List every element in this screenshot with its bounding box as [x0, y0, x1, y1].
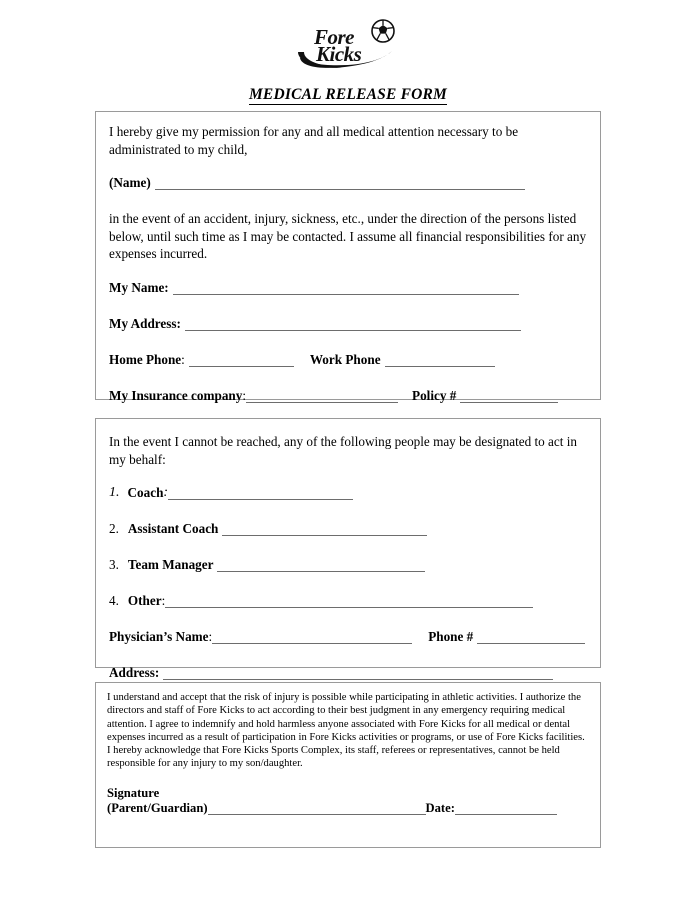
insurance-colon: :: [242, 387, 247, 403]
soccer-ball-icon: [372, 20, 394, 42]
work-phone-label: Work Phone: [309, 351, 381, 367]
signature-field-row: [107, 801, 589, 816]
consent-section: [95, 111, 601, 403]
home-phone-colon: :: [181, 351, 185, 367]
contact-number-3: 3.: [109, 557, 119, 572]
policy-number-input-line[interactable]: [460, 390, 558, 403]
contact-row-coach: [109, 484, 587, 501]
physician-phone-input-line[interactable]: [477, 631, 585, 644]
home-phone-input-line[interactable]: [189, 354, 294, 367]
team-manager-input-line[interactable]: [217, 559, 425, 572]
other-separator: :: [161, 593, 166, 608]
my-address-label: My Address:: [109, 315, 181, 331]
physician-address-field-row: [109, 664, 587, 681]
insurance-company-label: My Insurance company: [109, 387, 243, 403]
consent-body-text: in the event of an accident, injury, sickness, etc., under the direction of the persons listed below, until such time as I may be contacted. I assume all financial responsibilities for any expenses incurred.: [109, 211, 587, 261]
assistant-coach-input-line[interactable]: [222, 523, 427, 536]
policy-number-label: Policy #: [412, 387, 457, 403]
signature-input-line[interactable]: [208, 802, 426, 815]
physician-colon: :: [208, 629, 213, 644]
physician-name-label: Physician’s Name: [109, 629, 209, 644]
contact-row-team-manager: [109, 556, 587, 573]
date-input-line[interactable]: [455, 802, 557, 815]
emergency-contacts-section: [95, 418, 601, 680]
contact-row-assistant-coach: [109, 520, 587, 537]
my-name-input-line[interactable]: [173, 282, 519, 295]
page-title-text: MEDICAL RELEASE FORM: [248, 86, 448, 103]
signature-label-line2: (Parent/Guardian): [107, 800, 208, 815]
contact-row-other: [109, 592, 587, 609]
physician-name-input-line[interactable]: [212, 631, 412, 644]
insurance-field-row: [109, 387, 587, 404]
consent-intro-text: I hereby give my permission for any and all medical attention necessary to be administrated to my child,: [109, 124, 519, 157]
fore-kicks-logo: [296, 18, 404, 70]
child-name-label: (Name): [109, 175, 151, 190]
physician-phone-label: Phone #: [428, 629, 474, 644]
my-name-label: My Name:: [109, 279, 169, 295]
signature-block: [107, 786, 589, 816]
my-address-field-row: [109, 315, 587, 332]
home-phone-label: Home Phone: [109, 351, 182, 367]
insurance-company-input-line[interactable]: [246, 390, 398, 403]
page-title: [0, 86, 696, 104]
contact-number-4: 4.: [109, 593, 119, 608]
waiver-section: [95, 682, 601, 848]
coach-label: Coach: [127, 485, 164, 500]
logo-graphic: [296, 18, 404, 70]
date-label: Date:: [425, 800, 455, 815]
team-manager-label: Team Manager: [127, 557, 214, 572]
coach-input-line[interactable]: [168, 487, 353, 500]
waiver-text: I understand and accept that the risk of injury is possible while participating in athletic activities. I authorize the directors and staff of Fore Kicks to act according to their best judgment in any emergency requiring medical attention. I agree to indemnify and hold harmless anyone associated with Fore Kicks for all medical or dental expenses incurred as a result of participation in Fore Kicks activities or programs, or use of Fore Kicks facilities. I hereby acknowledge that Fore Kicks Sports Complex, its staff, referees or representatives, cannot be held responsible for any injury to my son/daughter.: [107, 692, 585, 770]
svg-text:Kicks: Kicks: [316, 42, 362, 66]
physician-address-label: Address:: [109, 665, 160, 680]
my-address-input-line[interactable]: [185, 318, 521, 331]
contact-number-1: 1.: [109, 485, 120, 500]
coach-separator: :: [163, 485, 169, 500]
assistant-coach-label: Assistant Coach: [127, 521, 219, 536]
child-name-field-row: [109, 174, 587, 191]
contact-number-2: 2.: [109, 521, 119, 536]
child-name-input-line[interactable]: [155, 177, 525, 190]
signature-label-line1: Signature: [107, 785, 160, 800]
other-contact-input-line[interactable]: [165, 595, 533, 608]
phones-field-row: [109, 351, 587, 368]
work-phone-input-line[interactable]: [385, 354, 495, 367]
svg-text:Fore: Fore: [314, 25, 354, 49]
physician-address-input-line[interactable]: [163, 667, 553, 680]
physician-field-row: [109, 628, 587, 645]
other-contact-label: Other: [127, 593, 162, 608]
my-name-field-row: [109, 279, 587, 296]
contacts-intro-text: In the event I cannot be reached, any of the following people may be designated to act in my behalf:: [109, 434, 577, 467]
